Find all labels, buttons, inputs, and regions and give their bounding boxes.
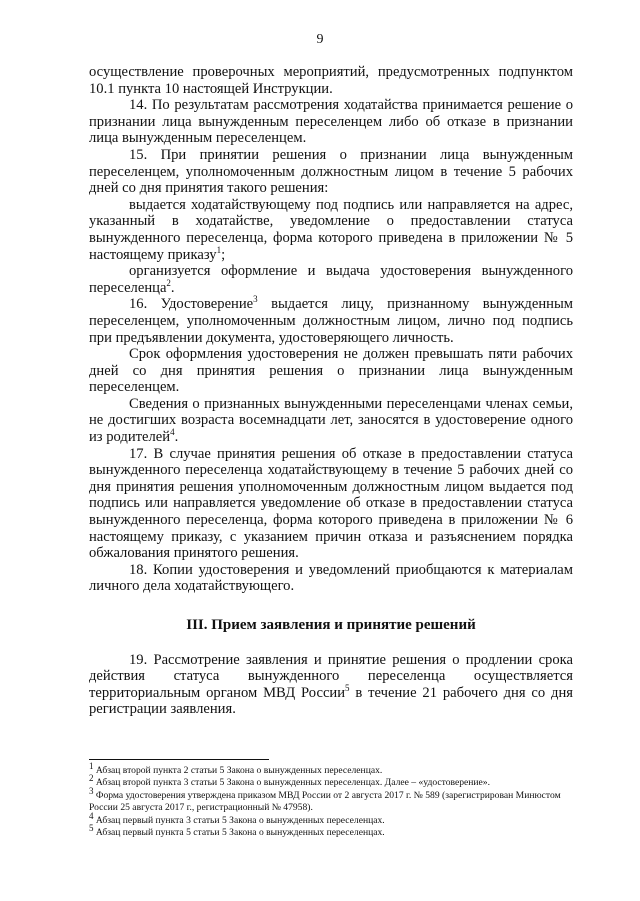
footnote-ref-4: 4 <box>170 427 175 438</box>
section-heading: III. Прием заявления и принятие решений <box>186 617 476 633</box>
footnote-ref-3: 3 <box>253 294 258 305</box>
footnote-ref-2: 2 <box>166 277 171 288</box>
paragraph-16-family: Сведения о признанных вынужденными переселенцами членах семьи, не достигших возраста восемнадцати лет, заносятся в удостоверение одного из родителей$^4$. <box>89 395 573 446</box>
paragraph-15-item-2: организуется оформление и выдача удостоверения вынужденного переселенца$^2$. <box>89 263 573 296</box>
footnote-ref-1: 1 <box>216 244 222 255</box>
footnote-2: $^2$ Абзац второй пункта 3 статьи 5 Закона о вынужденных переселенцах. Далее – «удостоверение». <box>89 773 490 789</box>
paragraph-continuation: осуществление проверочных мероприятий, предусмотренных подпунктом 10.1 пункта 10 настоящей Инструкции. <box>89 64 573 97</box>
paragraph-17: 17. В случае принятия решения об отказе в предоставлении статуса вынужденного переселенца ходатайствующему в течение 5 рабочих дней со дня принятия решения уполномоченным должностным лицом выдается под подпись или направляется уведомление об отказе в предоставлении статуса вынужденного переселенца, форма которого приведена в приложении № 6 настоящему приказу, с указанием причин отказа и разъяснением порядка обжалования принятого решения. <box>89 445 573 562</box>
paragraph-16: 16. Удостоверение$^3$ выдается лицу, признанному вынужденным переселенцем, уполномоченным должностным лицом, лично под подпись при предъявлении документа, удостоверяющего личность. <box>89 294 573 346</box>
body-text <box>89 64 573 718</box>
footnote-5: $^5$ Абзац первый пункта 5 статьи 5 Закона о вынужденных переселенцах. <box>89 822 385 839</box>
footnote-1: $^1$ Абзац второй пункта 2 статьи 5 Закона о вынужденных переселенцах. <box>89 760 383 776</box>
paragraph-18: 18. Копии удостоверения и уведомлений приобщаются к материалам личного дела ходатайствующего. <box>89 561 573 595</box>
page-number: 9 <box>316 32 324 47</box>
footnote-ref-5: 5 <box>345 682 350 693</box>
paragraph-15: 15. При принятии решения о признании лица вынужденным переселенцем, уполномоченным должностным лицом в течение 5 рабочих дней со дня принятия такого решения: <box>89 146 573 197</box>
footnote-divider <box>89 759 269 760</box>
paragraph-16-term: Срок оформления удостоверения не должен превышать пяти рабочих дней со дня принятия решения о признании лица вынужденным переселенцем. <box>89 346 573 396</box>
footnote-3: $^3$ Форма удостоверения утверждена приказом МВД России от 2 августа 2017 г. № 589 (зарегистрирован Минюстом России 25 августа 2017 г., регистрационный № 47958). <box>89 785 561 814</box>
paragraph-15-item-1: выдается ходатайствующему под подпись или направляется на адрес, указанный в ходатайстве, уведомление о предоставлении статуса вынужденного переселенца, форма которого приведена в приложении № 5 настоящему приказу$^1$; <box>89 196 573 263</box>
paragraph-14: 14. По результатам рассмотрения ходатайства принимается решение о признании лица вынужденным переселенцем либо об отказе в признании лица вынужденным переселенцем. <box>89 97 573 147</box>
footnotes <box>89 760 573 839</box>
paragraph-19: 19. Рассмотрение заявления и принятие решения о продлении срока действия статуса вынужденного переселенца осуществляется территориальным органом МВД России$^5$ в течение 21 рабочего дня со дня регистрации заявления. <box>89 651 573 718</box>
footnote-4: $^4$ Абзац первый пункта 3 статьи 5 Закона о вынужденных переселенцах. <box>89 810 385 826</box>
